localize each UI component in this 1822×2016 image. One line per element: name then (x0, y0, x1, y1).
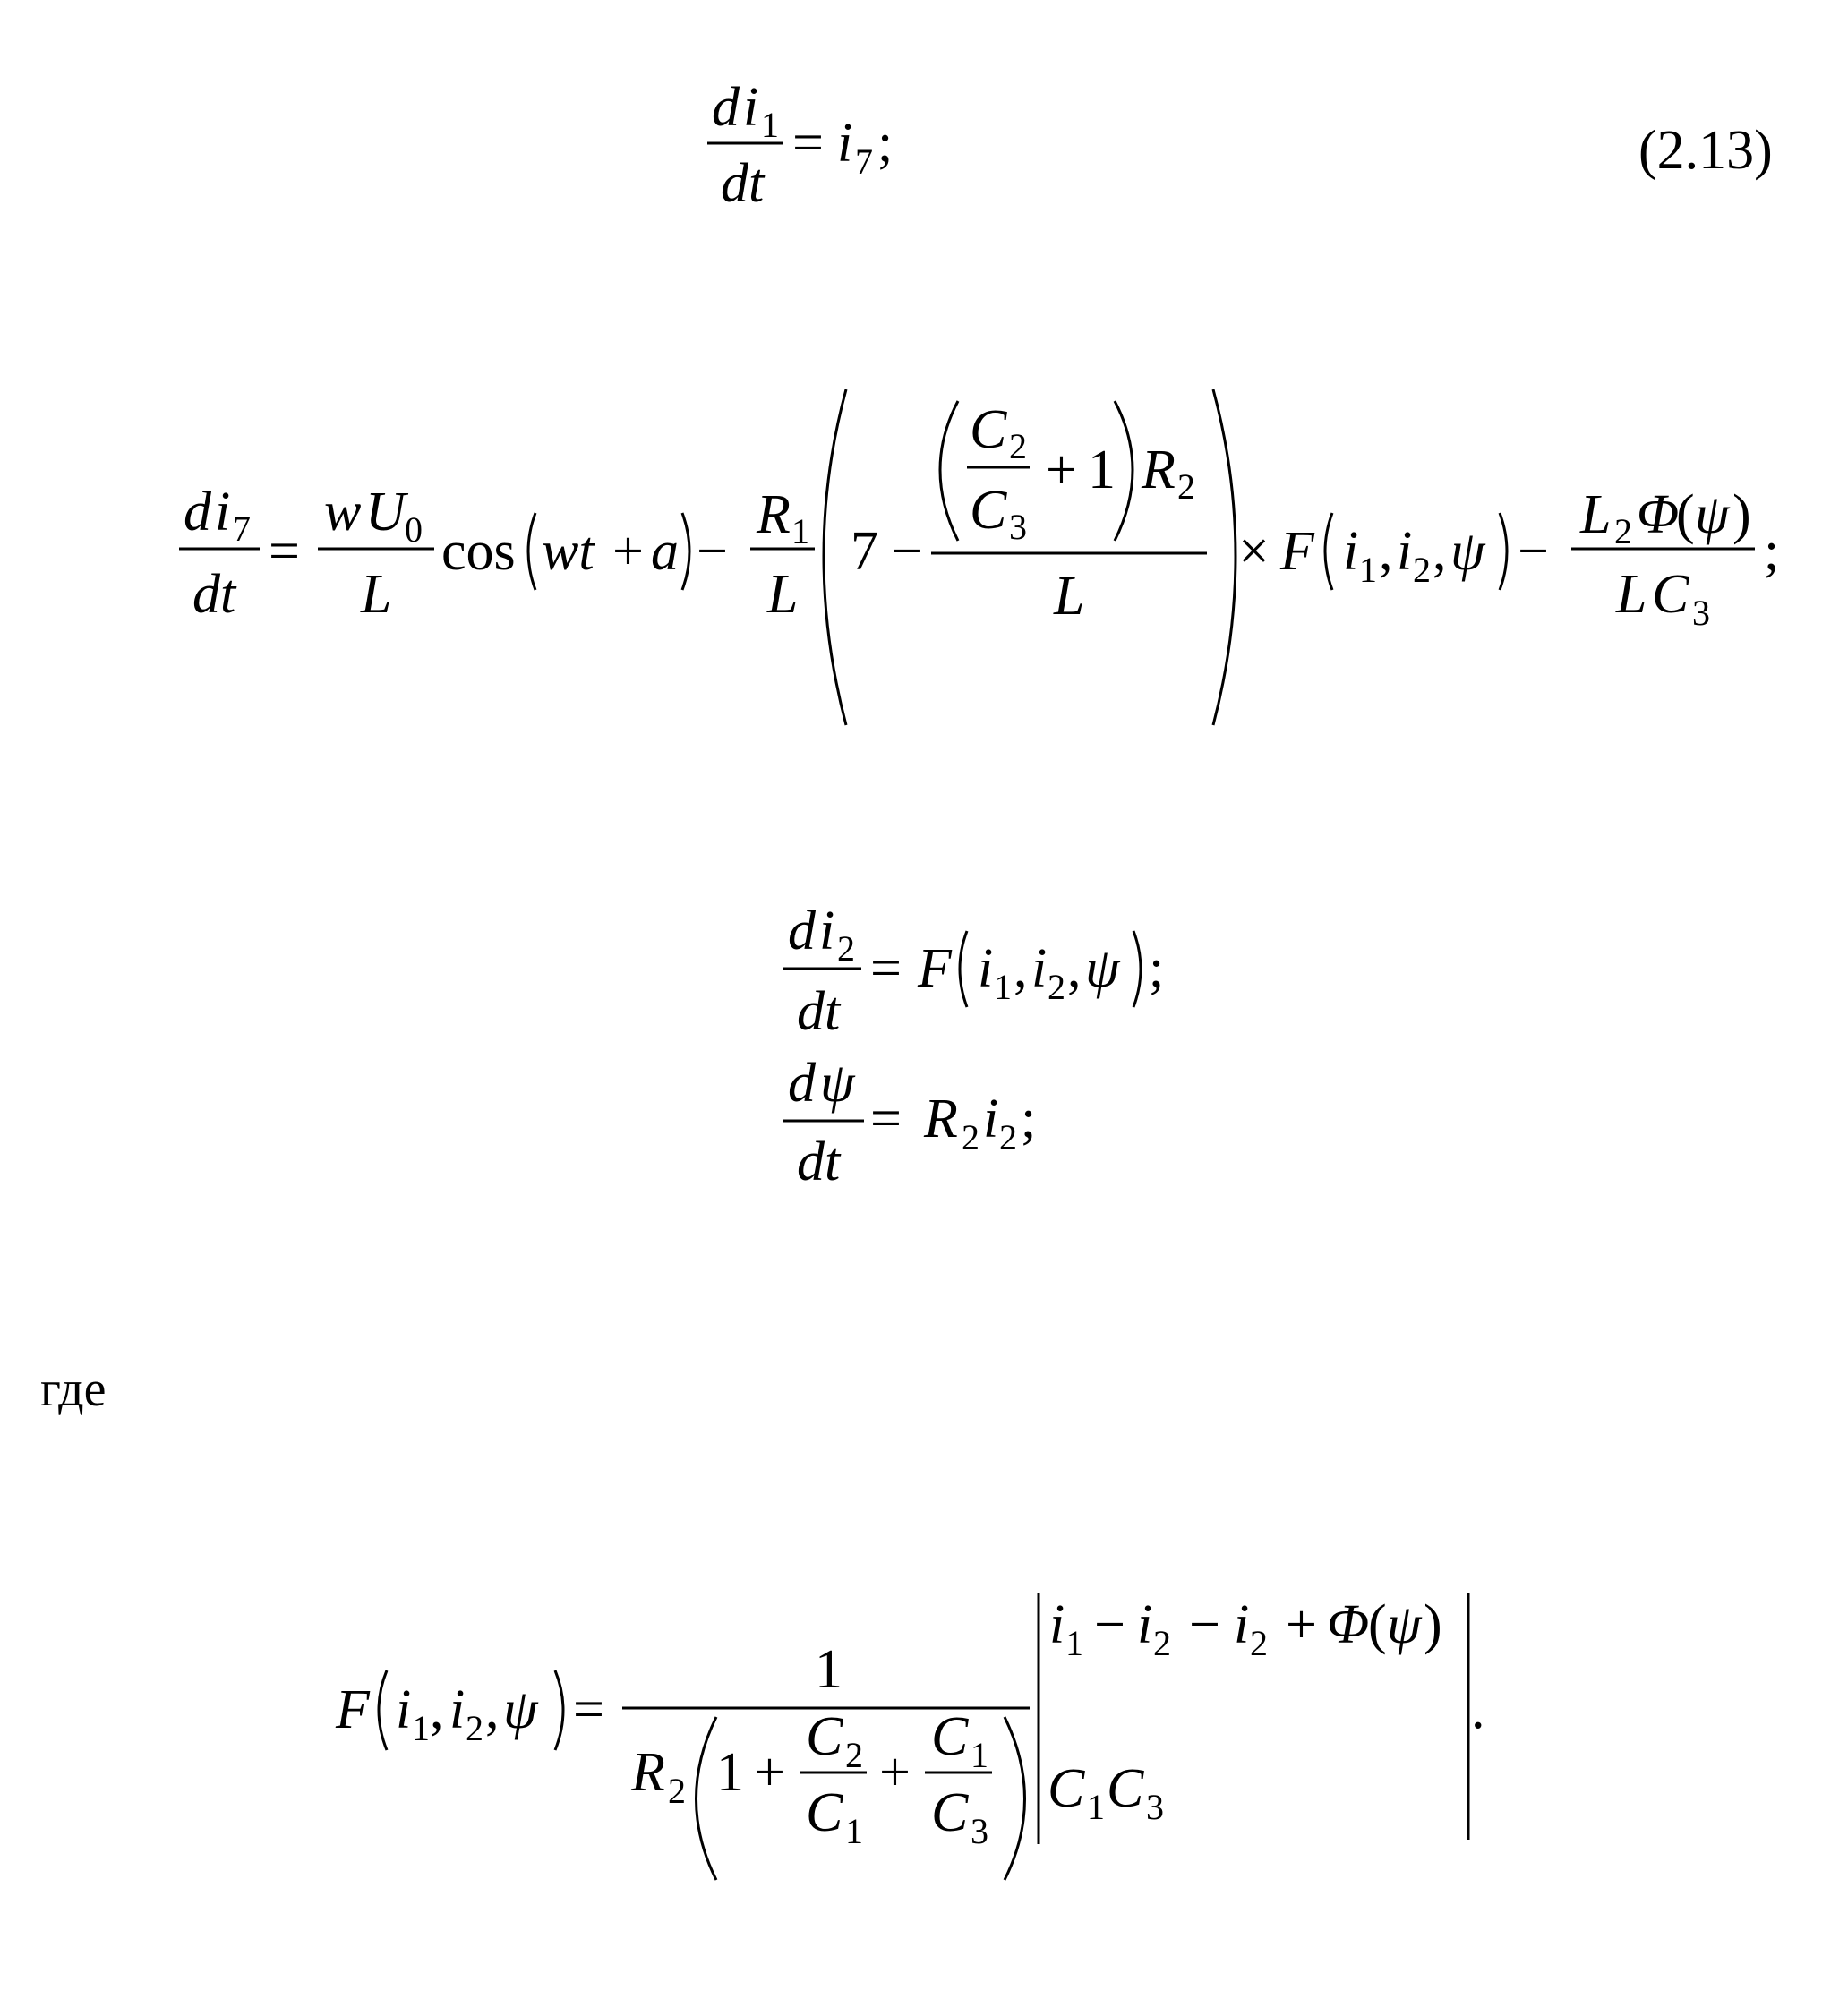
eq5-den-C1b: C (931, 1706, 969, 1767)
eq3-i2: i (1031, 938, 1048, 999)
eq2-frac3-rparen: ) (1732, 484, 1751, 545)
eq4-equals: = (870, 1089, 902, 1149)
eq2-inner-den: L (1054, 566, 1085, 627)
eq2-frac3-den-L: L (1616, 564, 1647, 625)
eq5-blk-i2a: i (1137, 1594, 1153, 1655)
eq5-blk-i2b-sub: 2 (1250, 1623, 1268, 1663)
eq2-F-lparen (1325, 513, 1332, 590)
eq2-inner-one: 1 (1088, 440, 1116, 500)
eq3-equals: = (870, 938, 902, 999)
eq5-den-plus2: + (879, 1742, 911, 1803)
eq2-frac3-den-C: C (1652, 564, 1689, 625)
eq2-frac2-R: R (757, 484, 791, 545)
eq1-num-i: i (743, 77, 759, 138)
eq2-seven: 7 (851, 521, 878, 582)
eq5-blk-i2b: i (1234, 1594, 1250, 1655)
equation-2 (179, 389, 1779, 725)
eq2-minus-1: − (697, 521, 728, 582)
eq2-minus-2: − (891, 521, 922, 582)
eq5-blk-psi: ψ (1387, 1594, 1422, 1655)
eq2-F-i1: i (1343, 521, 1359, 582)
eq5-blk-minus1: − (1094, 1594, 1125, 1655)
eq5-num-one: 1 (815, 1639, 843, 1700)
eq5-i1: i (396, 1679, 412, 1740)
eq5-den-lparen (697, 1717, 717, 1880)
eq2-lhs-sub: 7 (233, 508, 251, 549)
eq2-inner-R2: R (1142, 440, 1176, 500)
eq3-i1-sub: 1 (994, 967, 1012, 1007)
eq1-num-d: d (712, 77, 740, 138)
equation-5 (335, 1593, 1485, 1880)
eq2-F: F (1280, 521, 1314, 582)
equation-1 (707, 77, 1773, 214)
eq4-semicolon: ; (1021, 1089, 1037, 1149)
eq2-F-i2-sub: 2 (1413, 550, 1431, 590)
eq1-rhs-sub: 7 (855, 141, 873, 182)
eq5-period: . (1471, 1679, 1485, 1740)
eq2-frac3-L-sub: 2 (1614, 511, 1632, 551)
eq5-den-C3-sub: 3 (971, 1811, 988, 1851)
eq4-R-sub: 2 (962, 1117, 979, 1157)
eq5-blk-C1-sub: 1 (1087, 1787, 1105, 1827)
eq5-den-C1: C (806, 1782, 843, 1843)
eq5-den-rparen (1005, 1717, 1025, 1880)
eq5-den-R: R (631, 1742, 665, 1803)
eq4-i: i (983, 1089, 999, 1149)
eq5-i2-sub: 2 (466, 1708, 483, 1748)
eq5-i1-sub: 1 (412, 1708, 430, 1748)
eq1-den: dt (721, 153, 765, 214)
eq2-cos-lparen (528, 513, 535, 590)
equation-4 (783, 1053, 1036, 1192)
eq3-num-sub: 2 (837, 928, 855, 969)
eq2-wt: wt (542, 521, 595, 582)
eq2-inner-rparen (1115, 401, 1133, 541)
eq2-inner-C2: C (970, 399, 1007, 460)
eq2-inner-C2-sub: 2 (1009, 426, 1027, 466)
eq2-frac3-lparen: ( (1676, 484, 1695, 545)
eq4-num-d: d (788, 1053, 816, 1114)
eq2-equals: = (269, 521, 300, 582)
eq5-psi: ψ (503, 1679, 538, 1740)
eq3-comma1: , (1014, 938, 1028, 999)
eq2-frac3-L: L (1580, 484, 1612, 545)
eq3-den: dt (797, 981, 841, 1042)
eq4-i-sub: 2 (999, 1117, 1017, 1157)
eq2-big-rparen (1213, 389, 1236, 725)
eq2-frac2-sub: 1 (791, 511, 809, 551)
eq5-blk-C3-sub: 3 (1146, 1787, 1164, 1827)
eq2-F-comma2: , (1433, 521, 1447, 582)
eq3-comma2: , (1067, 938, 1082, 999)
eq5-den-C2: C (806, 1706, 843, 1767)
eq5-den-plus1: + (754, 1742, 785, 1803)
eq5-comma2: , (485, 1679, 500, 1740)
eq2-inner-C3: C (970, 480, 1007, 541)
eq4-R: R (924, 1089, 958, 1149)
eq2-inner-plus: + (1046, 440, 1077, 500)
eq5-blk-lparen: ( (1368, 1594, 1387, 1655)
eq2-big-lparen (824, 389, 846, 725)
eq2-frac2-den: L (767, 564, 799, 625)
eq2-plus: + (612, 521, 644, 582)
eq5-blk-i2a-sub: 2 (1153, 1623, 1171, 1663)
eq2-lhs-d: d (184, 482, 211, 542)
eq5-blk-i1-sub: 1 (1065, 1623, 1083, 1663)
eq2-F-i1-sub: 1 (1359, 550, 1377, 590)
eq2-lhs-i: i (215, 482, 231, 542)
eq2-frac3-den-sub: 3 (1692, 593, 1710, 633)
eq3-lparen (960, 931, 967, 1007)
eq5-blk-i1: i (1049, 1594, 1065, 1655)
eq5-den-C1-sub: 1 (845, 1811, 863, 1851)
eq2-frac1-w: w (324, 482, 362, 542)
eq1-rhs-i: i (837, 113, 853, 174)
eq4-num-psi: ψ (820, 1053, 855, 1114)
eq4-den: dt (797, 1132, 841, 1192)
eq2-inner-C3-sub: 3 (1009, 507, 1027, 547)
eq1-semicolon: ; (877, 113, 894, 174)
eq5-F: F (336, 1679, 370, 1740)
eq2-frac1-den: L (361, 564, 392, 625)
eq3-F: F (918, 938, 952, 999)
eq2-frac3-Phi: Φ (1637, 484, 1680, 545)
eq5-den-C3: C (931, 1782, 969, 1843)
eq2-F-i2: i (1397, 521, 1413, 582)
eq5-i2: i (449, 1679, 466, 1740)
eq5-den-R-sub: 2 (668, 1771, 686, 1811)
eq3-rparen (1133, 931, 1141, 1007)
eq3-num-d: d (788, 901, 816, 961)
eq2-a: a (651, 521, 679, 582)
eq3-i1: i (978, 938, 994, 999)
eq2-F-psi: ψ (1450, 521, 1485, 582)
eq1-num-sub: 1 (761, 105, 779, 145)
eq2-minus-3: − (1518, 521, 1549, 582)
eq2-inner-R2-sub: 2 (1177, 466, 1195, 507)
eq5-comma1: , (430, 1679, 444, 1740)
eq5-equals: = (573, 1679, 604, 1740)
eq3-psi: ψ (1085, 938, 1120, 999)
eq5-den-C1b-sub: 1 (971, 1735, 988, 1775)
eq5-blk-Phi: Φ (1327, 1594, 1370, 1655)
eq2-lhs-den: dt (192, 564, 236, 625)
eq5-lparen (379, 1670, 387, 1750)
eq3-i2-sub: 2 (1048, 967, 1065, 1007)
eq2-frac1-sub: 0 (405, 509, 423, 550)
eq2-times: × (1238, 521, 1270, 582)
equation-3 (783, 901, 1164, 1042)
where-word: где (40, 1362, 107, 1417)
eq5-den-C2-sub: 2 (845, 1735, 863, 1775)
eq1-equals: = (792, 113, 824, 174)
eq2-F-comma1: , (1379, 521, 1393, 582)
eq3-num-i: i (819, 901, 835, 961)
eq2-F-rparen (1500, 513, 1507, 590)
eq5-den-one: 1 (716, 1742, 744, 1803)
eq5-blk-plus: + (1286, 1594, 1317, 1655)
eq2-frac3-psi: ψ (1695, 484, 1730, 545)
eq2-inner-lparen (940, 401, 958, 541)
eq2-cos: cos (441, 521, 516, 582)
eq3-semicolon: ; (1149, 938, 1165, 999)
eq5-rparen (555, 1670, 563, 1750)
eq5-blk-C1: C (1048, 1758, 1085, 1819)
eq5-blk-minus2: − (1189, 1594, 1220, 1655)
eq2-cos-rparen (682, 513, 689, 590)
eq2-frac1-U: U (365, 482, 406, 542)
eq5-blk-rparen: ) (1424, 1594, 1442, 1655)
equation-number: (2.13) (1638, 120, 1773, 181)
eq2-semicolon: ; (1764, 521, 1780, 582)
eq5-blk-C3: C (1107, 1758, 1144, 1819)
